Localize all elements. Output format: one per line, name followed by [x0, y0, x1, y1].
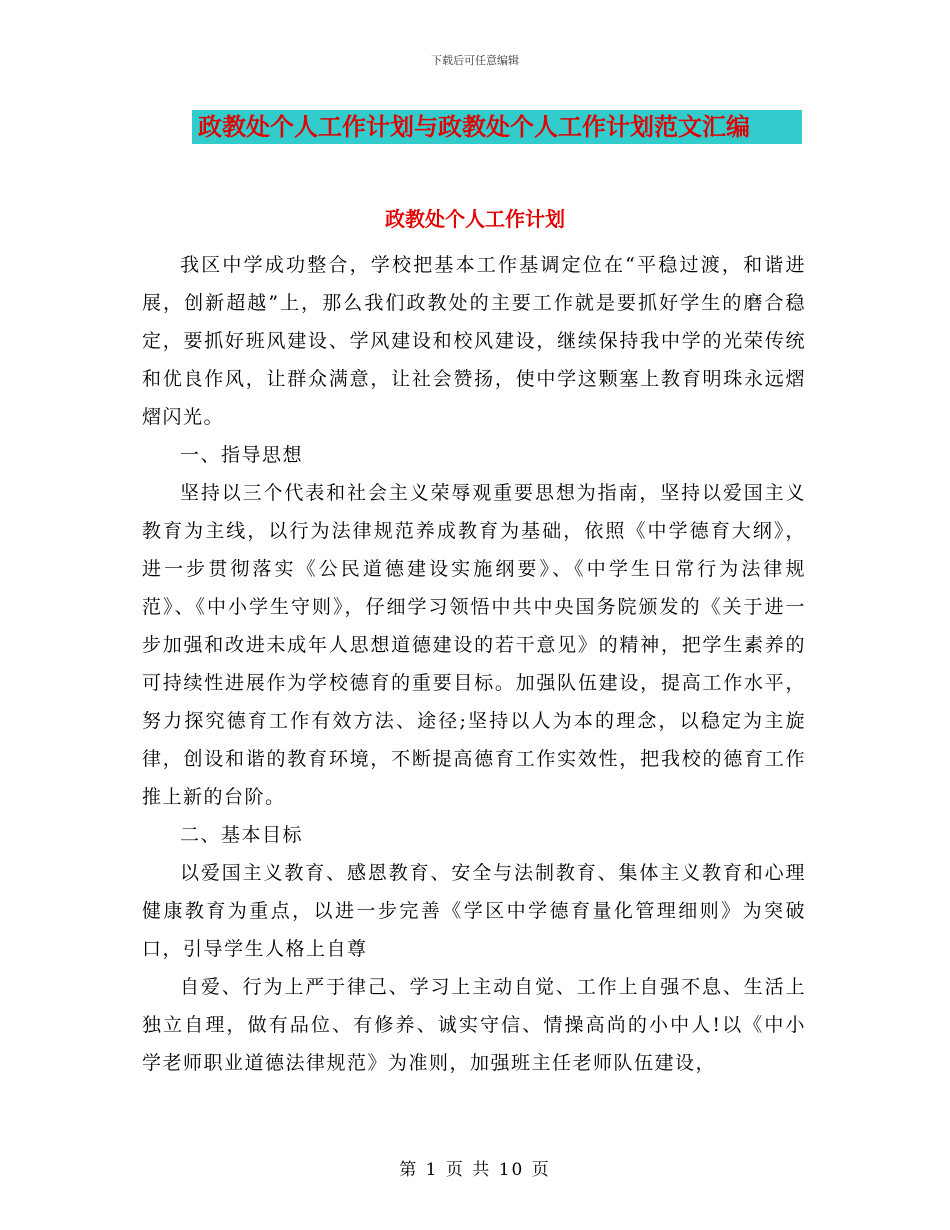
paragraph-basic-goals: 以爱国主义教育、感恩教育、安全与法制教育、集体主义教育和心理健康教育为重点，以进一步完善《学区中学德育量化管理细则》为突破口，引导学生人格上自尊 — [142, 862, 806, 960]
paragraph-intro: 我区中学成功整合，学校把基本工作基调定位在“平稳过渡，和谐进展，创新超越”上，那么我们政教处的主要工作就是要抓好学生的磨合稳定，要抓好班风建设、学风建设和校风建设，继续保持我中学的光荣传统和优良作风，让群众满意，让社会赞扬，使中学这颗塞上教育明珠永远熠熠闪光。 — [142, 254, 806, 428]
header-note: 下载后可任意编辑 — [431, 54, 519, 67]
document-title: 政教处个人工作计划与政教处个人工作计划范文汇编 — [198, 113, 750, 141]
document-body — [142, 246, 806, 1082]
heading-guiding-thought: 一、指导思想 — [180, 444, 304, 466]
page-number: 第 1 页 共 10 页 — [399, 1160, 551, 1180]
heading-basic-goals: 二、基本目标 — [180, 824, 304, 846]
paragraph-guiding-thought: 坚持以三个代表和社会主义荣辱观重要思想为指南，坚持以爱国主义教育为主线，以行为法律规范养成教育为基础，依照《中学德育大纲》，进一步贯彻落实《公民道德建设实施纲要》、《中学生日常行为法律规范》、《中小学生守则》，仔细学习领悟中共中央国务院颁发的《关于进一步加强和改进未成年人思想道德建设的若干意见》的精神，把学生素养的可持续性进展作为学校德育的重要目标。加强队伍建设，提高工作水平，努力探究德育工作有效方法、途径;坚持以人为本的理念，以稳定为主旋律，创设和谐的教育环境，不断提高德育工作实效性，把我校的德育工作推上新的台阶。 — [142, 482, 806, 808]
section-title: 政教处个人工作计划 — [385, 207, 565, 231]
paragraph-basic-goals-continued: 自爱、行为上严于律己、学习上主动自觉、工作上自强不息、生活上独立自理，做有品位、有修养、诚实守信、情操高尚的小中人!以《中小学老师职业道德法律规范》为准则，加强班主任老师队伍建设， — [142, 976, 806, 1074]
